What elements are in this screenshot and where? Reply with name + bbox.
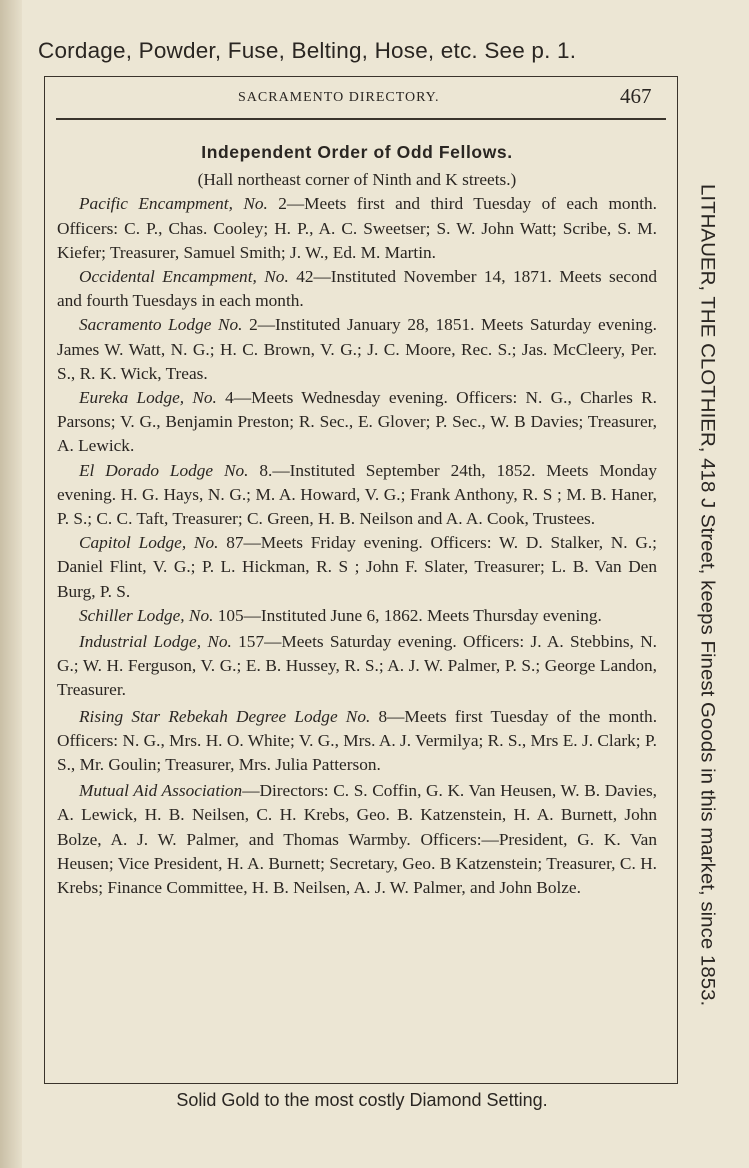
entry-text: 2—Meets first and third Tuesday of each month. Officers: C. P., Chas. Cooley; H. P., A. C. Sweetser; S. W. John Watt; Scribe, S. M. Kiefer; Treasurer, Samuel Smith; J. W., Ed. M. Martin. (57, 194, 657, 262)
entry-schiller-lodge (57, 604, 657, 628)
entry-text: 157—Meets Saturday evening. Officers: J. A. Stebbins, N. G.; W. H. Ferguson, V. G.; E. B. Hussey, R. S.; A. J. W. Palmer, P. S.; George Landon, Treasurer. (57, 632, 657, 700)
entry-rising-star-rebekah-lodge (57, 705, 657, 778)
entry-name: Industrial Lodge, No. (79, 632, 232, 652)
entry-text: 42—Instituted November 14, 1871. Meets second and fourth Tuesdays in each month. (57, 267, 657, 311)
entry-name: Rising Star Rebekah Degree Lodge No. (79, 706, 371, 726)
entry-text: 87—Meets Friday evening. Officers: W. D. Stalker, N. G.; Daniel Flint, V. G.; P. L. Hickman, R. S ; John F. Slater, Treasurer; L. B. Van Den Burg, P. S. (57, 533, 657, 601)
entry-name: Schiller Lodge, No. (79, 605, 214, 625)
entry-text: 8.—Instituted September 24th, 1852. Meets Monday evening. H. G. Hays, N. G.; M. A. Howard, V. G.; Frank Anthony, R. S ; M. B. Haner, P. S.; C. C. Taft, Treasurer; C. Green, H. B. Neilson and A. A. Cook, Trustees. (57, 460, 657, 529)
top-advertisement: Cordage, Powder, Fuse, Belting, Hose, etc. See p. 1. (38, 38, 577, 63)
section-title: Independent Order of Odd Fellows. (201, 142, 513, 162)
bottom-advertisement: Solid Gold to the most costly Diamond Setting. (176, 1090, 548, 1110)
entry-name: Mutual Aid Association (79, 781, 243, 801)
entry-occidental-encampment (57, 265, 657, 313)
entry-industrial-lodge (57, 630, 657, 703)
entry-text: —Directors: C. S. Coffin, G. K. Van Heusen, W. B. Davies, A. Lewick, H. B. Neilsen, C. H. Krebs, Geo. B. Katzenstein, H. A. Burnett, John Bolze, A. J. W. Palmer, and Thomas Warmby. Officers:—President, G. K. Van Heusen; Vice President, H. A. Burnett; Secretary, Geo. B Katzenstein; Treasurer, C. H. Krebs; Finance Committee, H. B. Neilsen, A. J. W. Palmer, and John Bolze. (57, 781, 657, 898)
directory-content (57, 140, 657, 900)
entry-name: Pacific Encampment, No. (79, 194, 268, 214)
entry-text: 105—Instituted June 6, 1862. Meets Thursday evening. (213, 605, 602, 625)
entry-text: 4—Meets Wednesday evening. Officers: N. G., Charles R. Parsons; V. G., Benjamin Preston; R. Sec., E. Glover; P. Sec., W. B Davies; Treasurer, A. Lewick. (57, 388, 657, 456)
side-advertisement: LITHAUER, THE CLOTHIER, 418 J Street, keeps Finest Goods in this market, since 1853. (696, 184, 719, 1007)
entry-name: Occidental Encampment, No. (79, 267, 289, 287)
entry-el-dorado-lodge (57, 459, 657, 532)
section-subtitle: (Hall northeast corner of Ninth and K streets.) (197, 170, 517, 190)
entry-capitol-lodge (57, 531, 657, 604)
entry-name: Sacramento Lodge No. (79, 315, 243, 335)
entry-eureka-lodge (57, 386, 657, 459)
entry-pacific-encampment (57, 192, 657, 265)
running-head: SACRAMENTO DIRECTORY. (238, 90, 440, 105)
entry-name: Capitol Lodge, No. (79, 533, 219, 553)
entry-mutual-aid-association (57, 779, 657, 900)
entry-text: 2—Instituted January 28, 1851. Meets Saturday evening. James W. Watt, N. G.; H. C. Brown, V. G.; J. C. Moore, Rec. S.; Jas. McCleery, Per. S., R. K. Wick, Treas. (57, 315, 657, 383)
entry-text: 8—Meets first Tuesday of the month. Officers: N. G., Mrs. H. O. White; V. G., Mrs. A. J. Vermilya; R. S., Mrs E. J. Clark; P. S., Mr. Goulin; Treasurer, Mrs. Julia Patterson. (57, 706, 658, 775)
header-rule (56, 118, 666, 120)
page-edge (0, 0, 22, 1168)
entry-sacramento-lodge (57, 313, 657, 386)
page-number: 467 (620, 84, 652, 108)
entry-name: El Dorado Lodge No. (79, 460, 249, 480)
entry-name: Eureka Lodge, No. (79, 388, 217, 408)
